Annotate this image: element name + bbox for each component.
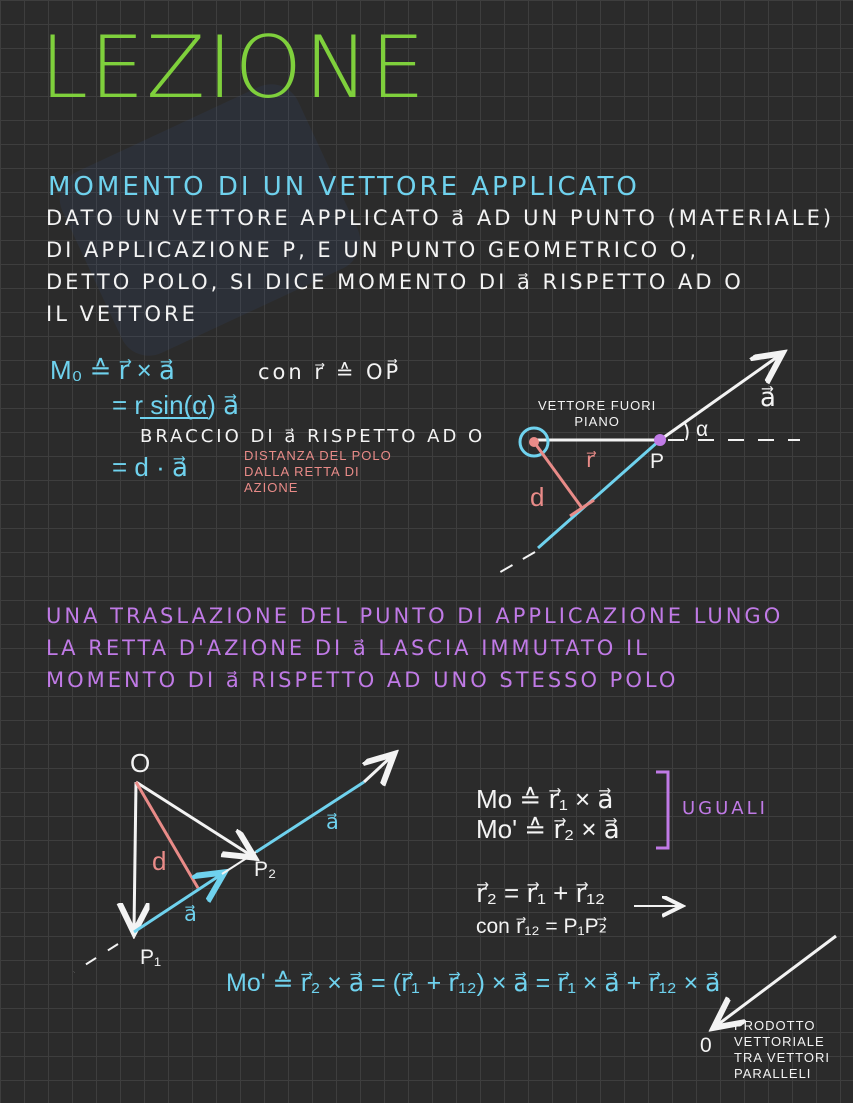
out-of-plane-label: VETTORE FUORI PIANO — [538, 398, 657, 429]
page-title: LEZIONE — [40, 18, 427, 118]
point-p1-label: P₁ — [140, 946, 162, 969]
lever-arm-label: BRACCIO DI a⃗ RISPETTO AD O — [140, 426, 486, 447]
r2-relation: r⃗₂ = r⃗₁ + r⃗₁₂ — [476, 878, 606, 908]
definition-line-3: DETTO POLO, SI DICE MOMENTO DI a⃗ RISPETTO AD O — [46, 270, 744, 294]
distance-d-label-2: d — [152, 846, 167, 876]
point-p2-label: P₂ — [254, 858, 277, 881]
statement-line-2: LA RETTA D'AZIONE DI a⃗ LASCIA IMMUTATO IL — [46, 636, 650, 660]
moment-o-prime-formula: Mo' ≙ r⃗₂ × a⃗ — [476, 814, 620, 844]
zero-label: 0 — [700, 1034, 712, 1057]
point-p-label: P — [650, 450, 665, 473]
definition-line-4: IL VETTORE — [46, 302, 198, 326]
vector-a-label: a⃗ — [760, 382, 776, 412]
moment-formula: M₀ ≙ r⃗ × a⃗ — [50, 355, 175, 385]
statement-line-1: UNA TRASLAZIONE DEL PUNTO DI APPLICAZIONE LUNGO — [46, 604, 784, 628]
distance-note: DISTANZA DEL POLO DALLA RETTA DI AZIONE — [244, 448, 392, 495]
section-heading: MOMENTO DI UN VETTORE APPLICATO — [48, 172, 640, 202]
moment-distance-formula: = d · a⃗ — [112, 452, 188, 482]
main-moment-equation: Mo' ≙ r⃗₂ × a⃗ = (r⃗₁ + r⃗₁₂) × a⃗ = r⃗₁ × a⃗ + r⃗₁₂ × a⃗ — [226, 969, 721, 997]
r-vector-label: r⃗ — [586, 449, 595, 472]
alpha-label: α — [696, 418, 709, 441]
statement-line-3: MOMENTO DI a⃗ RISPETTO AD UNO STESSO POLO — [46, 668, 679, 692]
distance-d-label: d — [530, 482, 545, 512]
equal-label: UGUALI — [682, 798, 768, 819]
vector-a-label-p1: a⃗ — [184, 903, 197, 926]
parallel-product-note: PRODOTTO VETTORIALE TRA VETTORI PARALLELI — [734, 1018, 830, 1081]
r12-definition: con r⃗₁₂ = P₁P₂⃗ — [476, 915, 608, 938]
r-definition: con r⃗ ≙ OP⃗ — [258, 360, 402, 384]
vector-a-label-p2: a⃗ — [326, 811, 339, 834]
moment-sine-formula: = r sin(α) a⃗ — [112, 390, 240, 420]
moment-o-formula: Mo ≙ r⃗₁ × a⃗ — [476, 784, 614, 814]
definition-line-2: DI APPLICAZIONE P, E UN PUNTO GEOMETRICO O, — [46, 238, 700, 262]
definition-line-1: DATO UN VETTORE APPLICATO a⃗ AD UN PUNTO (MATERIALE) — [46, 206, 835, 230]
pole-o-label: O — [130, 748, 151, 778]
